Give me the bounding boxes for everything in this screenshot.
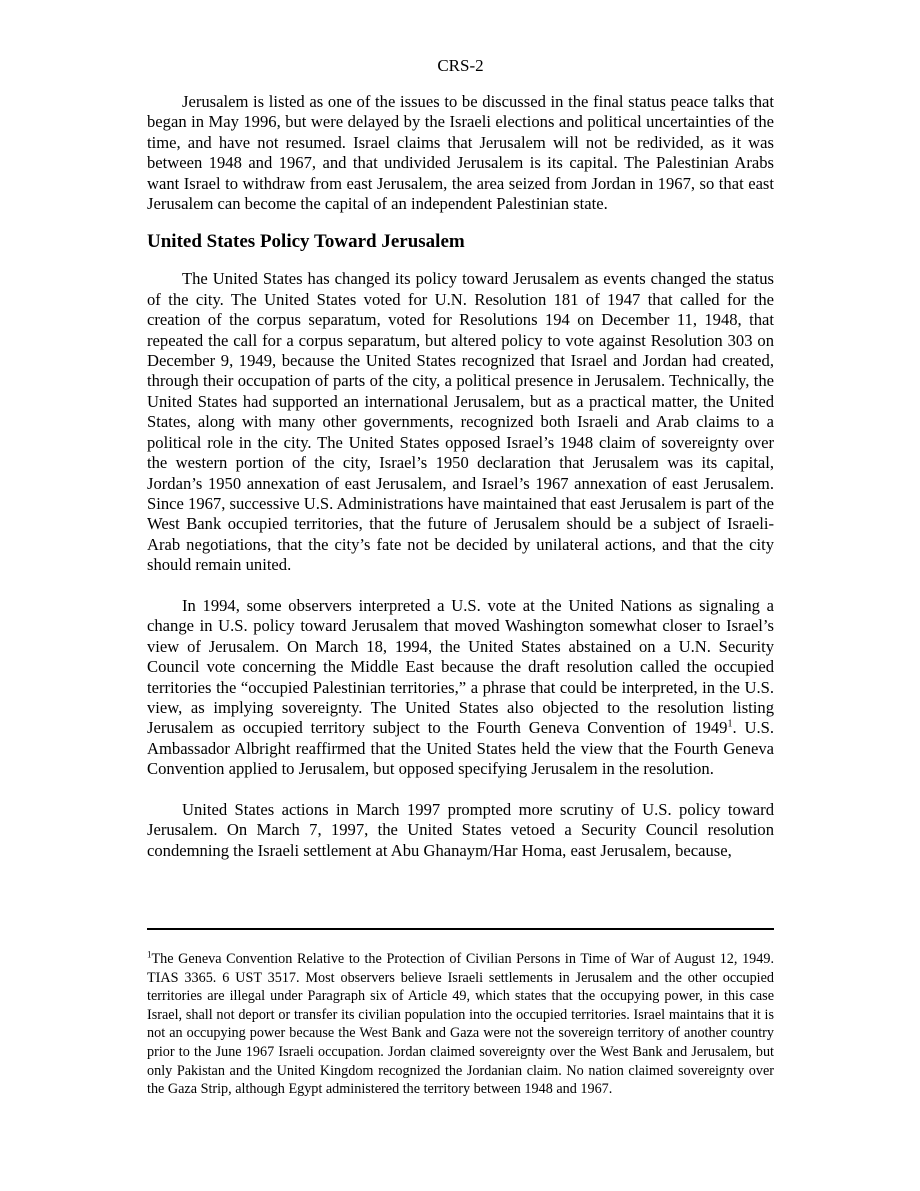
footnote-reference-marker[interactable]: 1 bbox=[727, 718, 733, 730]
paragraph-1994-text-before-note: In 1994, some observers interpreted a U.S. vote at the United Nations as signaling a change in U.S. policy toward Jerusalem that moved Washington somewhat closer to Israel’s view of Jerusalem. On March 18, 1994, the United States abstained on a U.N. Security Council vote concerning the Middle East because the draft resolution called the occupied territories the “occupied Palestinian territories,” a phrase that could be interpreted, in the U.S. view, as implying sovereignty. The United States also objected to the resolution listing Jerusalem as occupied territory subject to the Fourth Geneva Convention of 1949 bbox=[147, 595, 774, 738]
footnote-marker: 1 bbox=[147, 949, 152, 960]
page-number-header: CRS-2 bbox=[437, 56, 484, 75]
footnote-1 bbox=[147, 950, 774, 1099]
footnote-divider bbox=[147, 928, 774, 930]
section-heading: United States Policy Toward Jerusalem bbox=[147, 231, 465, 253]
paragraph-1994-un-vote bbox=[147, 596, 774, 780]
paragraph-1994-text-after-note: . U.S. Ambassador Albright reaffirmed that the United States held the view that the Fourth Geneva Convention applied to Jerusalem, but opposed specifying Jerusalem in the resolution. bbox=[147, 718, 775, 779]
paragraph-march-1997-veto: United States actions in March 1997 prompted more scrutiny of U.S. policy toward Jerusalem. On March 7, 1997, the United States vetoed a Security Council resolution condemning the Israeli settlement at Abu Ghanaym/Har Homa, east Jerusalem, because, bbox=[147, 799, 774, 860]
paragraph-us-policy-history: The United States has changed its policy toward Jerusalem as events changed the status of the city. The United States voted for U.N. Resolution 181 of 1947 that called for the creation of the corpus separatum, voted for Resolutions 194 on December 11, 1948, that repeated the call for a corpus separatum, but altered policy to vote against Resolution 303 on December 9, 1949, because the United States recognized that Israel and Jordan had created, through their occupation of parts of the city, a political presence in Jerusalem. Technically, the United States had supported an international Jerusalem, but as a practical matter, the United States, along with many other governments, recognized both Israeli and Arab claims to a political role in the city. The United States opposed Israel’s 1948 claim of sovereignty over the western portion of the city, Israel’s 1950 declaration that Jerusalem was its capital, Jordan’s 1950 annexation of east Jerusalem, and Israel’s 1967 annexation of east Jerusalem. Since 1967, successive U.S. Administrations have maintained that east Jerusalem is part of the West Bank occupied territories, that the future of Jerusalem should be a subject of Israeli-Arab negotiations, that the city’s fate not be decided by unilateral actions, and that the city should remain united. bbox=[147, 269, 774, 575]
paragraph-final-status-talks: Jerusalem is listed as one of the issues to be discussed in the final status peace talks that began in May 1996, but were delayed by the Israeli elections and political uncertainties of the time, and have not resumed. Israel claims that Jerusalem will not be redivided, as it was between 1948 and 1967, and that undivided Jerusalem is its capital. The Palestinian Arabs want Israel to withdraw from east Jerusalem, the area seized from Jordan in 1967, so that east Jerusalem can become the capital of an independent Palestinian state. bbox=[147, 92, 774, 214]
footnote-text: The Geneva Convention Relative to the Protection of Civilian Persons in Time of War of August 12, 1949. TIAS 3365. 6 UST 3517. Most observers believe Israeli settlements in Jerusalem and the other occupied territories are illegal under Paragraph six of Article 49, which states that the occupying power, in this case Israel, shall not deport or transfer its civilian population into the occupied territories. Israel maintains that it is not an occupying power because the West Bank and Gaza were not the sovereign territory of another country prior to the June 1967 Israeli occupation. Jordan claimed sovereignty over the West Bank and Jerusalem, but only Pakistan and the United Kingdom recognized the Jordanian claim. No nation claimed sovereignty over the Gaza Strip, although Egypt administered the territory between 1948 and 1967. bbox=[147, 951, 774, 1098]
document-body bbox=[147, 92, 774, 861]
